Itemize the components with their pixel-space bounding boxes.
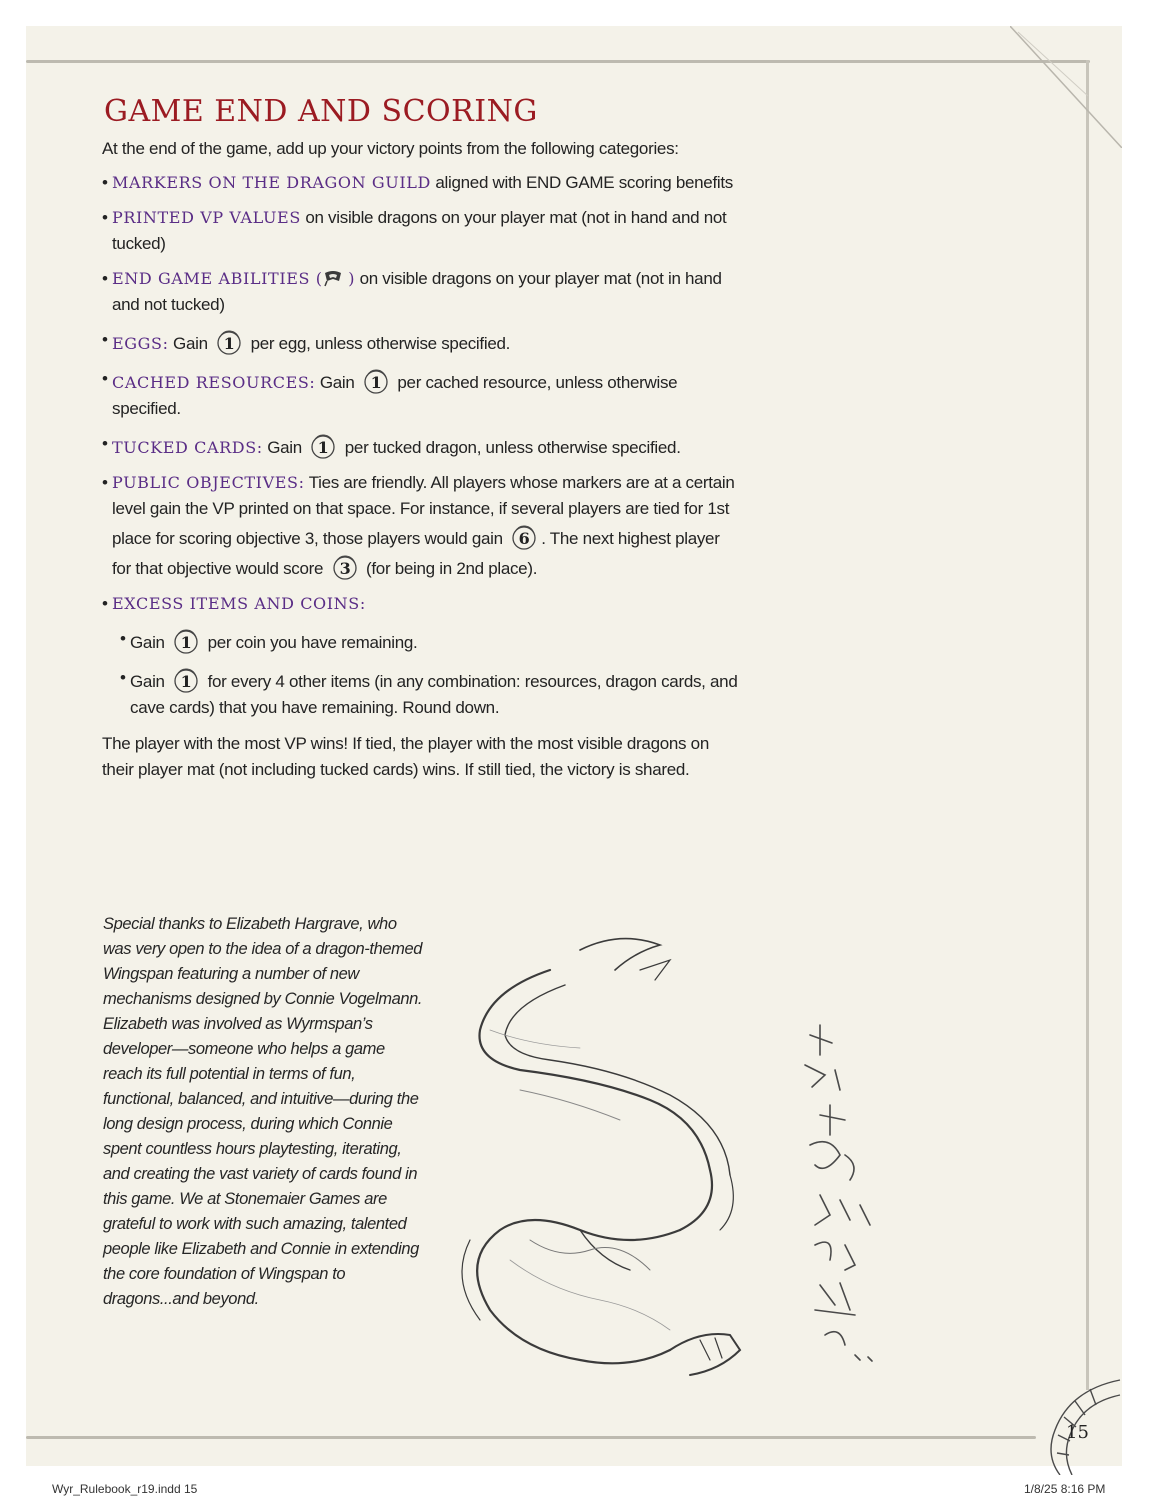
item-keyword: END GAME ABILITIES ( — [112, 269, 323, 288]
end-game-flag-icon — [323, 269, 343, 287]
outro-text: The player with the most VP wins! If tied, the player with the most visible dragons on their player mat (not including tucked cards) wins. If still tied, the victory is shared. — [102, 734, 709, 779]
item-text: per egg, unless otherwise specified. — [246, 334, 511, 353]
vp-value: 1 — [180, 672, 192, 691]
vp-value: 1 — [180, 633, 192, 652]
item-text: per tucked dragon, unless otherwise specified. — [340, 438, 681, 457]
bullet: • — [120, 629, 126, 648]
bullet: • — [120, 668, 126, 687]
item-text: on visible dragons on your player mat (not in hand and not tucked) — [112, 269, 722, 314]
vp-value: 1 — [223, 334, 235, 353]
dragon-illustration — [430, 930, 760, 1390]
bullet: • — [102, 330, 108, 349]
list-item — [102, 366, 742, 422]
list-item — [102, 266, 742, 318]
item-text: aligned with END GAME scoring benefits — [430, 173, 733, 192]
bullet: • — [102, 208, 108, 227]
item-text: per coin you have remaining. — [203, 633, 418, 652]
item-text: per cached resource, unless otherwise specified. — [112, 373, 678, 418]
vp-token-icon — [214, 327, 244, 357]
date-slug: 1/8/25 8:16 PM — [1024, 1482, 1106, 1496]
vp-token-icon — [308, 431, 338, 461]
file-slug: Wyr_Rulebook_r19.indd 15 — [52, 1482, 198, 1496]
item-pre: Gain — [130, 672, 170, 691]
vp-token-icon — [171, 626, 201, 656]
item-keyword-close: ) — [342, 269, 356, 288]
special-thanks-text: Special thanks to Elizabeth Hargrave, who was very open to the idea of a dragon-themed Wingspan featuring a number of new mechanisms designed by Connie Vogelmann. Elizabeth was involved as Wyrmspan’s developer—someone who helps a game reach its full potential in terms of fun, functional, balanced, and intuitive—during the long design process, during which Connie spent countless hours playtesting, iterating, and creating the vast variety of cards found in this game. We at Stonemaier Games are grateful to work with such amazing, talented people like Elizabeth and Connie in extending the core foundation of Wingspan to dragons...and beyond. — [103, 915, 423, 1308]
item-keyword: TUCKED CARDS: — [112, 438, 263, 457]
vp-token-icon — [361, 366, 391, 396]
vp-token-icon — [171, 665, 201, 695]
list-item — [102, 205, 742, 257]
item-text: on visible dragons on your player mat (not in hand and not tucked) — [112, 208, 727, 253]
item-text-a: Ties are friendly. All players whose markers are at a certain level gain the VP printed on that space. For instance, if several players are tied for 1st place for scoring objective 3, those players would gain — [112, 473, 735, 548]
vp-value: 1 — [317, 438, 329, 457]
item-keyword: PUBLIC OBJECTIVES: — [112, 473, 305, 492]
bullet: • — [102, 434, 108, 453]
bullet: • — [102, 173, 108, 192]
item-pre: Gain — [130, 633, 170, 652]
item-keyword: EXCESS ITEMS AND COINS: — [112, 594, 366, 613]
item-text-b: . The next highest player for that objective would score — [112, 529, 720, 578]
folded-corner-icon — [1010, 26, 1122, 148]
vp-token-icon — [330, 552, 360, 582]
intro-text: At the end of the game, add up your victory points from the following categories: — [102, 139, 679, 158]
vp-value: 6 — [518, 529, 530, 548]
top-border-line — [26, 60, 1090, 63]
item-keyword: MARKERS ON THE DRAGON GUILD — [112, 173, 431, 192]
list-item — [102, 431, 742, 461]
scoring-section — [102, 94, 742, 783]
bullet: • — [102, 369, 108, 388]
bullet: • — [102, 269, 108, 288]
section-title: GAME END AND SCORING — [104, 94, 538, 129]
list-item — [102, 470, 742, 582]
list-item — [102, 591, 742, 617]
vp-token-icon — [509, 522, 539, 552]
sub-list-item — [120, 665, 742, 721]
item-text-c: (for being in 2nd place). — [361, 559, 538, 578]
right-border-line — [1086, 60, 1089, 1390]
list-item — [102, 170, 742, 196]
item-keyword: CACHED RESOURCES: — [112, 373, 316, 392]
bullet: • — [102, 594, 108, 613]
item-pre: Gain — [262, 438, 307, 457]
bottom-border-line — [26, 1436, 1036, 1439]
page-number: 15 — [1066, 1422, 1089, 1443]
item-pre: Gain — [168, 334, 213, 353]
vp-value: 1 — [370, 373, 382, 392]
item-text: for every 4 other items (in any combination: resources, dragon cards, and cave cards) that you have remaining. Round down. — [130, 672, 738, 717]
rune-script — [790, 1015, 900, 1375]
bullet: • — [102, 473, 108, 492]
item-pre: Gain — [315, 373, 359, 392]
vp-value: 3 — [339, 559, 351, 578]
item-keyword: PRINTED VP VALUES — [112, 208, 301, 227]
list-item — [102, 327, 742, 357]
item-keyword: EGGS: — [112, 334, 169, 353]
sub-list-item — [120, 626, 742, 656]
